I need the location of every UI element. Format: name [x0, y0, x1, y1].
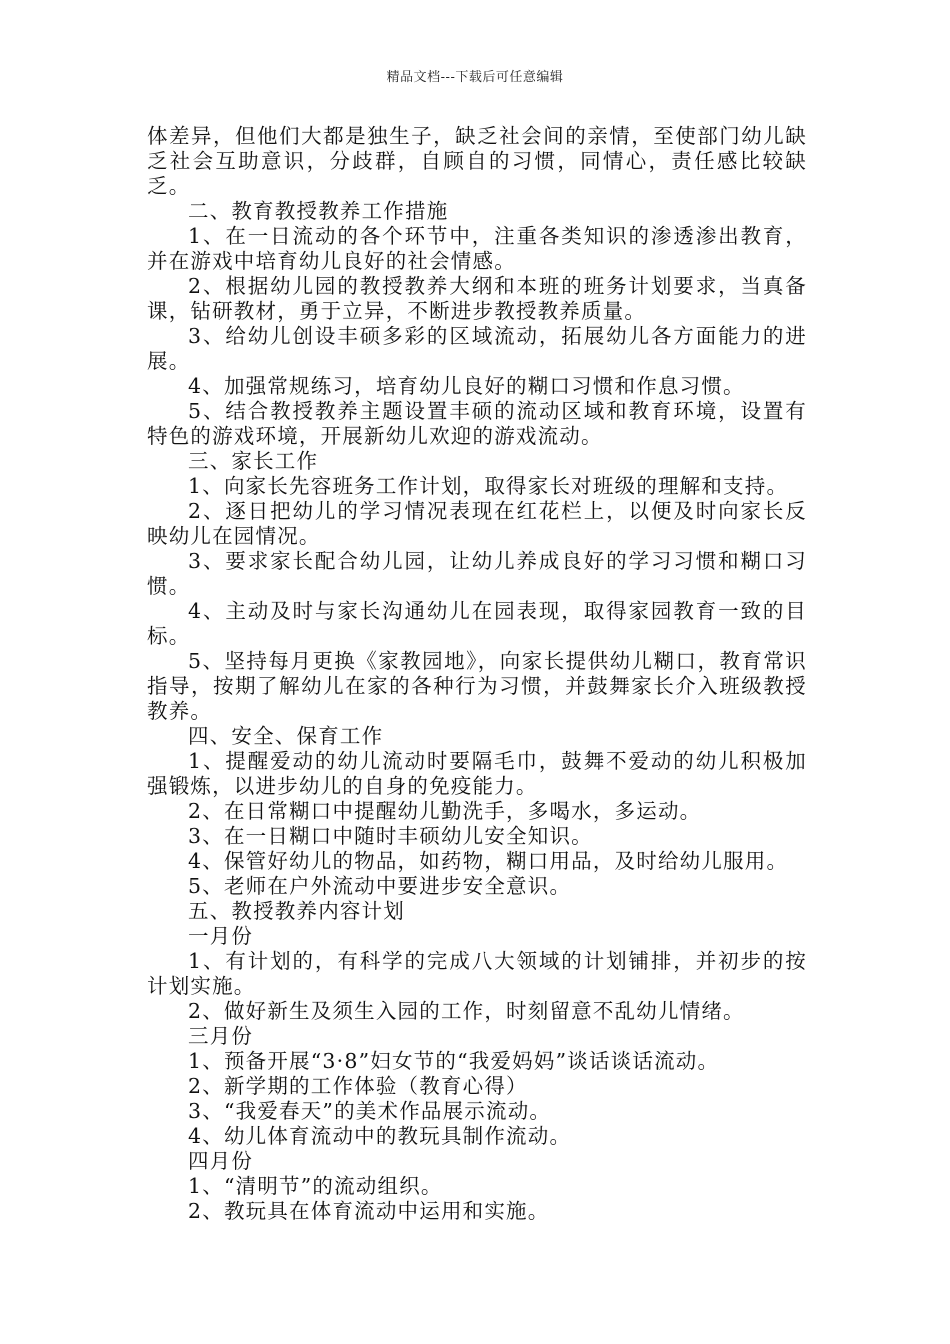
paragraph: 5、结合教授教养主题设置丰硕的流动区域和教育环境，设置有特色的游戏环境，开展新幼儿欢迎的游戏流动。 — [147, 399, 807, 448]
paragraph: 3、要求家长配合幼儿园，让幼儿养成良好的学习习惯和糊口习惯。 — [147, 549, 807, 598]
paragraph: 一月份 — [188, 924, 254, 948]
paragraph: 4、保管好幼儿的物品，如药物，糊口用品，及时给幼儿服用。 — [188, 849, 789, 873]
paragraph: 1、有计划的，有科学的完成八大领域的计划铺排，并初步的按计划实施。 — [147, 949, 807, 998]
paragraph: 体差异，但他们大都是独生子，缺乏社会间的亲情，至使部门幼儿缺乏社会互助意识，分歧群，自顾自的习惯，同情心，责任感比较缺乏。 — [147, 124, 807, 198]
paragraph: 4、主动及时与家长沟通幼儿在园表现，取得家园教育一致的目标。 — [147, 599, 807, 648]
paragraph: 4、加强常规练习，培育幼儿良好的糊口习惯和作息习惯。 — [188, 374, 745, 398]
paragraph: 四月份 — [188, 1149, 254, 1173]
paragraph: 3、“我爱春天”的美术作品展示流动。 — [188, 1099, 552, 1123]
paragraph: 1、向家长先容班务工作计划，取得家长对班级的理解和支持。 — [188, 474, 789, 498]
paragraph: 5、坚持每月更换《家教园地》，向家长提供幼儿糊口，教育常识指导，按期了解幼儿在家的各种行为习惯，并鼓舞家长介入班级教授教养。 — [147, 649, 807, 723]
document-body — [147, 124, 807, 1224]
paragraph: 三月份 — [188, 1024, 254, 1048]
paragraph: 三、家长工作 — [188, 449, 319, 473]
paragraph: 2、在日常糊口中提醒幼儿勤洗手，多喝水，多运动。 — [188, 799, 702, 823]
paragraph: 二、教育教授教养工作措施 — [188, 199, 449, 223]
paragraph: 五、教授教养内容计划 — [188, 899, 405, 923]
paragraph: 2、逐日把幼儿的学习情况表现在红花栏上，以便及时向家长反映幼儿在园情况。 — [147, 499, 807, 548]
paragraph: 2、根据幼儿园的教授教养大纲和本班的班务计划要求，当真备课，钻研教材，勇于立异，不断进步教授教养质量。 — [147, 274, 807, 323]
paragraph: 4、幼儿体育流动中的教玩具制作流动。 — [188, 1124, 572, 1148]
paragraph: 2、新学期的工作体验（教育心得） — [188, 1074, 528, 1098]
paragraph: 5、老师在户外流动中要进步安全意识。 — [188, 874, 572, 898]
paragraph: 1、预备开展“3·8”妇女节的“我爱妈妈”谈话谈话流动。 — [188, 1049, 720, 1073]
paragraph: 四、安全、保育工作 — [188, 724, 384, 748]
paragraph: 3、在一日糊口中随时丰硕幼儿安全知识。 — [188, 824, 593, 848]
paragraph: 1、在一日流动的各个环节中，注重各类知识的渗透渗出教育，并在游戏中培育幼儿良好的社会情感。 — [147, 224, 807, 273]
paragraph: 2、教玩具在体育流动中运用和实施。 — [188, 1199, 550, 1223]
paragraph: 2、做好新生及须生入园的工作，时刻留意不乱幼儿情绪。 — [188, 999, 745, 1023]
paragraph: 3、给幼儿创设丰硕多彩的区域流动，拓展幼儿各方面能力的进展。 — [147, 324, 807, 373]
paragraph: 1、“清明节”的流动组织。 — [188, 1174, 443, 1198]
page-header: 精品文档---下载后可任意编辑 — [386, 70, 564, 85]
paragraph: 1、提醒爱动的幼儿流动时要隔毛巾，鼓舞不爱动的幼儿积极加强锻炼，以进步幼儿的自身的免疫能力。 — [147, 749, 807, 798]
